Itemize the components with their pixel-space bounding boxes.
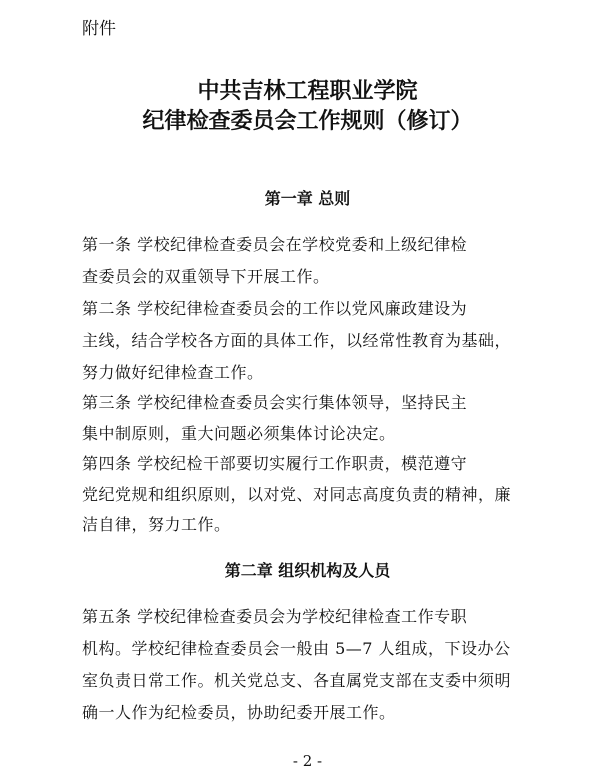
body-line: 主线，结合学校各方面的具体工作，以经常性教育为基础， — [82, 331, 512, 350]
body-line: 机构。学校纪律检查委员会一般由 5—7 人组成，下设办公 — [82, 639, 511, 658]
body-line: 党纪党规和组织原则，以对党、对同志高度负责的精神，廉 — [82, 485, 512, 504]
body-line: 第二条 学校纪律检查委员会的工作以党风廉政建设为 — [82, 299, 468, 318]
document-title-line-2: 纪律检查委员会工作规则（修订） — [142, 109, 473, 134]
body-line: 集中制原则，重大问题必须集体讨论决定。 — [82, 424, 396, 443]
body-line: 第三条 学校纪律检查委员会实行集体领导，坚持民主 — [82, 393, 468, 412]
document-title-line-1: 中共吉林工程职业学院 — [197, 79, 418, 104]
body-line: 室负责日常工作。机关党总支、各直属党支部在支委中须明 — [82, 671, 512, 690]
attachment-label: 附件 — [82, 19, 116, 39]
body-line: 确一人作为纪检委员，协助纪委开展工作。 — [82, 703, 396, 722]
body-line: 查委员会的双重领导下开展工作。 — [82, 267, 330, 286]
chapter-2-heading: 第二章 组织机构及人员 — [224, 561, 391, 580]
body-line: 努力做好纪律检查工作。 — [82, 363, 264, 382]
chapter-1-heading: 第一章 总则 — [264, 189, 351, 208]
body-line: 第一条 学校纪律检查委员会在学校党委和上级纪律检 — [82, 235, 468, 254]
body-line: 第四条 学校纪检干部要切实履行工作职责，模范遵守 — [82, 454, 468, 473]
page-number: - 2 - — [292, 752, 323, 770]
body-line: 第五条 学校纪律检查委员会为学校纪律检查工作专职 — [82, 607, 468, 626]
body-line: 洁自律，努力工作。 — [82, 515, 231, 534]
